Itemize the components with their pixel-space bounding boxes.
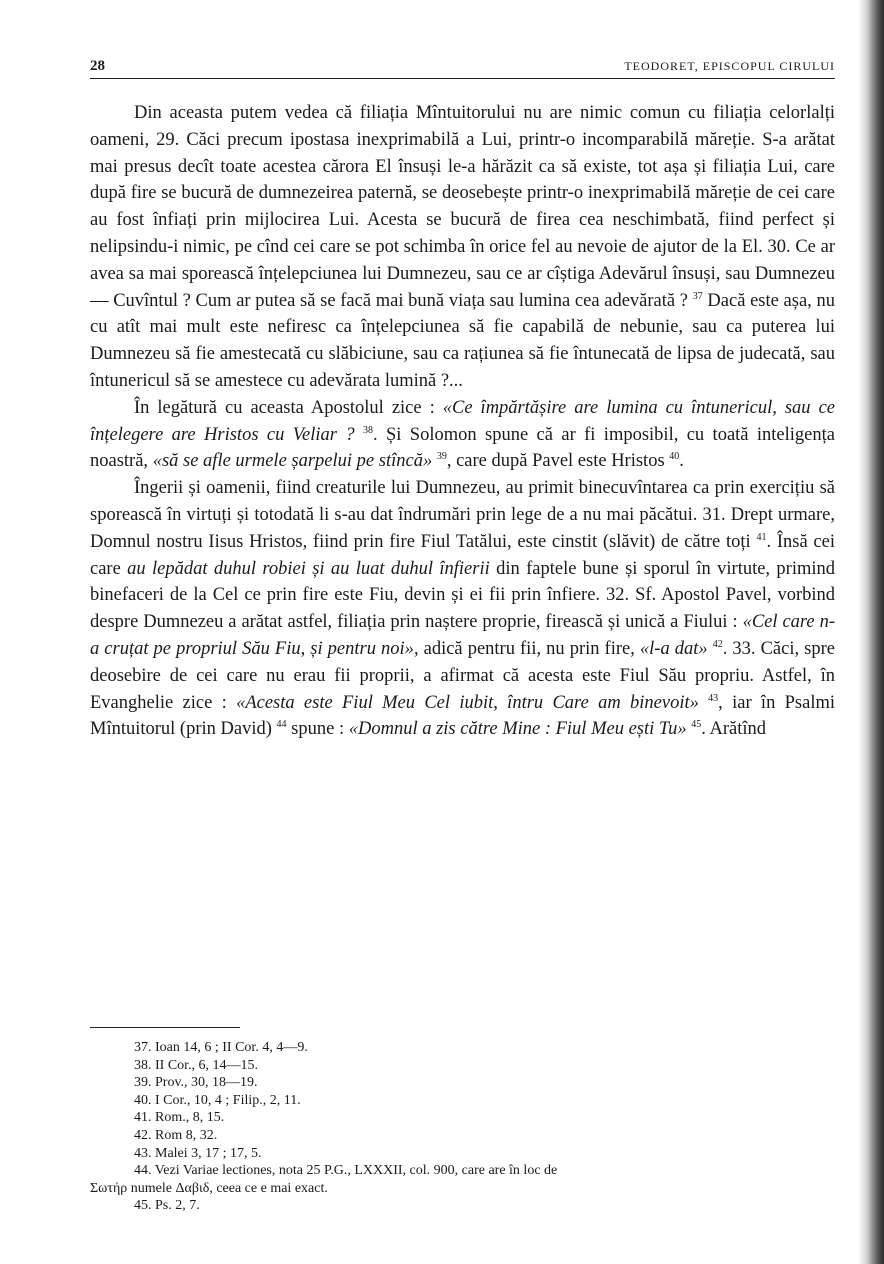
footnote-ref-38: 38	[362, 424, 373, 436]
text-run: . Și Solomon spune că ar fi imposibil, cu toată inteligența noastră,	[90, 424, 835, 472]
footnote-ref-43: 43	[708, 692, 719, 704]
footnote-45: 45. Ps. 2, 7.	[134, 1198, 200, 1214]
footnote-ref-37: 37	[692, 290, 703, 302]
footnote-38: 38. II Cor., 6, 14—15.	[134, 1057, 259, 1073]
footnote-44: 44. Vezi Variae lectiones, nota 25 P.G., LXXXII, col. 900, care are în loc de	[134, 1163, 558, 1179]
text-run: . Însă cei care	[90, 531, 835, 579]
text-run: din faptele bune și sporul în virtute, primind binefaceri de la Cel ce prin fire este Fiu, devin și ei fii prin înfiere. 32. Sf. Apostol Pavel, vorbind despre Dumnezeu a arătat astfel, filiația prin naștere proprie, firească și unică a Fiului :	[90, 558, 835, 633]
text-run: În legătură cu aceasta Apostolul zice :	[134, 397, 443, 418]
paragraph-1	[90, 100, 835, 395]
footnote-ref-40: 40	[669, 451, 680, 463]
text-run: , care după Pavel este Hristos	[446, 451, 670, 472]
footnote-41: 41. Rom., 8, 15.	[134, 1110, 225, 1126]
page-number: 28	[90, 58, 105, 74]
scripture-quote: «Acesta este Fiul Meu Cel iubit, întru Care am binevoit»	[236, 692, 699, 713]
footnote-37: 37. Ioan 14, 6 ; II Cor. 4, 4—9.	[134, 1040, 308, 1055]
footnote-ref-44: 44	[276, 719, 287, 731]
text-run: , adică pentru fii, nu prin fire,	[413, 638, 640, 659]
footnote-40: 40. I Cor., 10, 4 ; Filip., 2, 11.	[134, 1092, 301, 1108]
footnotes	[90, 1039, 835, 1215]
page-header	[90, 56, 835, 79]
text-run: .	[679, 451, 684, 472]
text-run: Dacă este așa, nu cu atît mai mult este nefiresc ca înțelepciunea să fie capabilă de nebunie, sau ca puterea lui Dumnezeu să fie amestecată cu slăbiciune, sau ca rațiunea să fie întunecată de lipsa de judecată, sau întunericul să se amestece cu adevărata lumină ?...	[90, 290, 835, 391]
scan-edge-shadow	[858, 0, 884, 1264]
footnote-ref-41: 41	[756, 531, 767, 543]
text-run: spune :	[286, 719, 349, 740]
scripture-quote: «să se afle urmele șarpelui pe stîncă»	[152, 451, 433, 472]
text-run: Îngerii și oamenii, fiind creaturile lui Dumnezeu, au primit binecuvîntarea ca prin exercițiu să sporească în virtuți și totodată li s-au dat îndrumări prin lege de a nu mai păcătui. 31. Drept urmare, Domnul nostru Iisus Hristos, fiind prin fire Fiul Tatălui, este cinstit (slăvit) de către toți	[90, 478, 835, 552]
footnote-44-continued: Σωτήρ numele Δαβιδ, ceea ce e mai exact.	[90, 1180, 328, 1196]
scripture-quote: «Ce împărtășire are lumina cu întunericul, sau ce înțelegere are Hristos cu Veliar ?	[90, 397, 835, 445]
text-run: . 33. Căci, spre deosebire de cei care nu erau fii proprii, a afirmat că acesta este Fiul Său propriu. Astfel, în Evanghelie zice :	[90, 638, 835, 713]
scripture-quote: «Cel care n-a cruțat pe propriul Său Fiu, și pentru noi»	[90, 612, 835, 659]
footnote-ref-45: 45	[691, 719, 702, 731]
running-title: TEODORET, EPISCOPUL CIRULUI	[624, 59, 835, 73]
paragraph-2	[90, 395, 835, 475]
main-text	[90, 100, 835, 743]
footnote-39: 39. Prov., 30, 18—19.	[134, 1075, 258, 1091]
scripture-quote: «Domnul a zis către Mine : Fiul Meu ești Tu»	[348, 719, 687, 740]
text-run: . Arătînd	[701, 719, 767, 740]
paragraph-3	[90, 475, 835, 743]
scripture-quote: au lepădat duhul robiei și au luat duhul înfierii	[127, 558, 490, 579]
footnote-43: 43. Malei 3, 17 ; 17, 5.	[134, 1145, 262, 1161]
text-run: Din aceasta putem vedea că filiația Mîntuitorului nu are nimic comun cu filiația celorlalți oameni, 29. Căci precum ipostasa inexprimabilă a Lui, printr-o incomparabilă măreție. S-a arătat mai presus decît toate acestea cărora El însuși le-a hărăzit ca să existe, tot așa și filiația Lui, care după fire se bucură de dumnezeirea paternă, se deosebește printr-o inexprimabilă măreție de cei care au fost înfiați prin mijlocirea Lui. Acesta se bucură de firea cea neschimbată, fiind perfect și nelipsindu-i nimic, pe cînd cei care se pot schimba în orice fel au nevoie de ajutor de la El. 30. Ce ar avea sa mai sporească înțelepciunea lui Dumnezeu, sau ce ar cîștiga Adevărul însuși, sau Dumnezeu — Cuvîntul ? Cum ar putea să se facă mai bună viața sau lumina cea adevărată ?	[90, 103, 835, 311]
text-run: , iar în Psalmi Mîntuitorul (prin David)	[90, 692, 835, 740]
scripture-quote: «l-a dat»	[639, 638, 708, 659]
footnote-ref-42: 42	[712, 638, 723, 650]
footnote-divider	[90, 1027, 240, 1028]
footnote-42: 42. Rom 8, 32.	[134, 1127, 218, 1143]
footnote-ref-39: 39	[436, 451, 447, 463]
